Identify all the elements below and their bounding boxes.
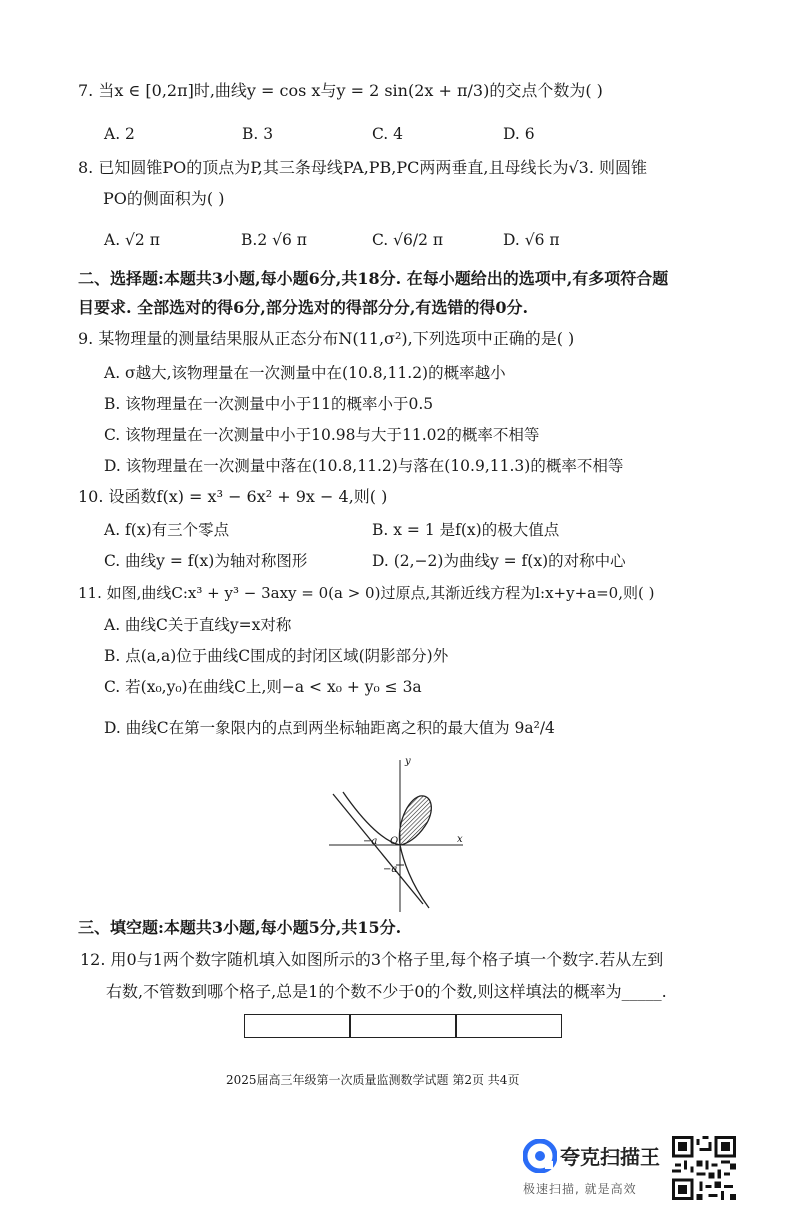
q9-option-b: B. 该物理量在一次测量中小于11的概率小于0.5 bbox=[104, 395, 434, 413]
qr-code-icon bbox=[672, 1136, 736, 1200]
q10-option-a: A. f(x)有三个零点 bbox=[104, 521, 230, 539]
answer-grid-cell-1 bbox=[244, 1014, 351, 1038]
folium-graph bbox=[325, 754, 475, 914]
q11-option-b: B. 点(a,a)位于曲线C围成的封闭区域(阴影部分)外 bbox=[104, 647, 449, 665]
q7-option-b: B. 3 bbox=[242, 125, 274, 143]
q8-option-c: C. √6/2 π bbox=[372, 231, 444, 249]
folium-branch-bottom bbox=[400, 845, 429, 908]
q8-option-d: D. √6 π bbox=[503, 231, 560, 249]
graph-label-origin: O bbox=[390, 836, 399, 847]
question-9-stem: 9. 某物理量的测量结果服从正态分布N(11,σ²),下列选项中正确的是( ) bbox=[78, 329, 575, 348]
section-2-heading-line2: 目要求. 全部选对的得6分,部分选对的得部分分,有选错的得0分. bbox=[78, 298, 529, 317]
watermark-slogan: 极速扫描, 就是高效 bbox=[523, 1182, 637, 1196]
question-11-stem: 11. 如图,曲线C:x³ + y³ − 3axy = 0(a > 0)过原点,其渐近线方程为l:x+y+a=0,则( ) bbox=[78, 584, 655, 602]
q7-option-c: C. 4 bbox=[372, 125, 404, 143]
q7-option-d: D. 6 bbox=[503, 125, 535, 143]
q9-option-d: D. 该物理量在一次测量中落在(10.8,11.2)与落在(10.9,11.3)的概率不相等 bbox=[104, 457, 624, 475]
q11-option-c: C. 若(x₀,y₀)在曲线C上,则−a < x₀ + y₀ ≤ 3a bbox=[104, 678, 422, 696]
section-3-heading: 三、填空题:本题共3小题,每小题5分,共15分. bbox=[78, 918, 402, 937]
graph-label-neg-a-y: −a bbox=[383, 864, 398, 875]
q8-option-a: A. √2 π bbox=[104, 231, 160, 249]
graph-label-x: x bbox=[457, 834, 463, 845]
page-footer: 2025届高三年级第一次质量监测数学试题 第2页 共4页 bbox=[226, 1073, 520, 1087]
watermark-brand-name: 夸克扫描王 bbox=[560, 1145, 660, 1169]
q11-option-d: D. 曲线C在第一象限内的点到两坐标轴距离之积的最大值为 9a²/4 bbox=[104, 719, 555, 737]
question-12-line1: 12. 用0与1两个数字随机填入如图所示的3个格子里,每个格子填一个数字.若从左到 bbox=[80, 950, 664, 969]
question-8-stem-line2: PO的侧面积为( ) bbox=[103, 189, 225, 208]
q7-option-a: A. 2 bbox=[104, 125, 135, 143]
q10-option-b: B. x = 1 是f(x)的极大值点 bbox=[372, 521, 560, 539]
answer-grid-cell-2 bbox=[349, 1014, 457, 1038]
q9-option-a: A. σ越大,该物理量在一次测量中在(10.8,11.2)的概率越小 bbox=[104, 364, 506, 382]
graph-label-neg-a-x: −a bbox=[363, 836, 378, 847]
quark-logo-icon bbox=[523, 1139, 557, 1173]
answer-grid-cell-3 bbox=[455, 1014, 562, 1038]
q9-option-c: C. 该物理量在一次测量中小于10.98与大于11.02的概率不相等 bbox=[104, 426, 540, 444]
question-7-stem: 7. 当x ∈ [0,2π]时,曲线y = cos x与y = 2 sin(2x + π/3)的交点个数为( ) bbox=[78, 81, 603, 100]
question-12-line2: 右数,不管数到哪个格子,总是1的个数不少于0的个数,则这样填法的概率为_____. bbox=[106, 982, 667, 1001]
question-8-stem-line1: 8. 已知圆锥PO的顶点为P,其三条母线PA,PB,PC两两垂直,且母线长为√3. 则圆锥 bbox=[78, 158, 648, 177]
q11-option-a: A. 曲线C关于直线y=x对称 bbox=[104, 616, 292, 634]
folium-loop bbox=[399, 796, 431, 845]
q8-option-b: B.2 √6 π bbox=[241, 231, 307, 249]
section-2-heading-line1: 二、选择题:本题共3小题,每小题6分,共18分. 在每小题给出的选项中,有多项符合题 bbox=[78, 269, 669, 288]
q10-option-d: D. (2,−2)为曲线y = f(x)的对称中心 bbox=[372, 552, 626, 570]
q10-option-c: C. 曲线y = f(x)为轴对称图形 bbox=[104, 552, 308, 570]
question-10-stem: 10. 设函数f(x) = x³ − 6x² + 9x − 4,则( ) bbox=[78, 487, 388, 506]
graph-label-y: y bbox=[405, 756, 411, 767]
